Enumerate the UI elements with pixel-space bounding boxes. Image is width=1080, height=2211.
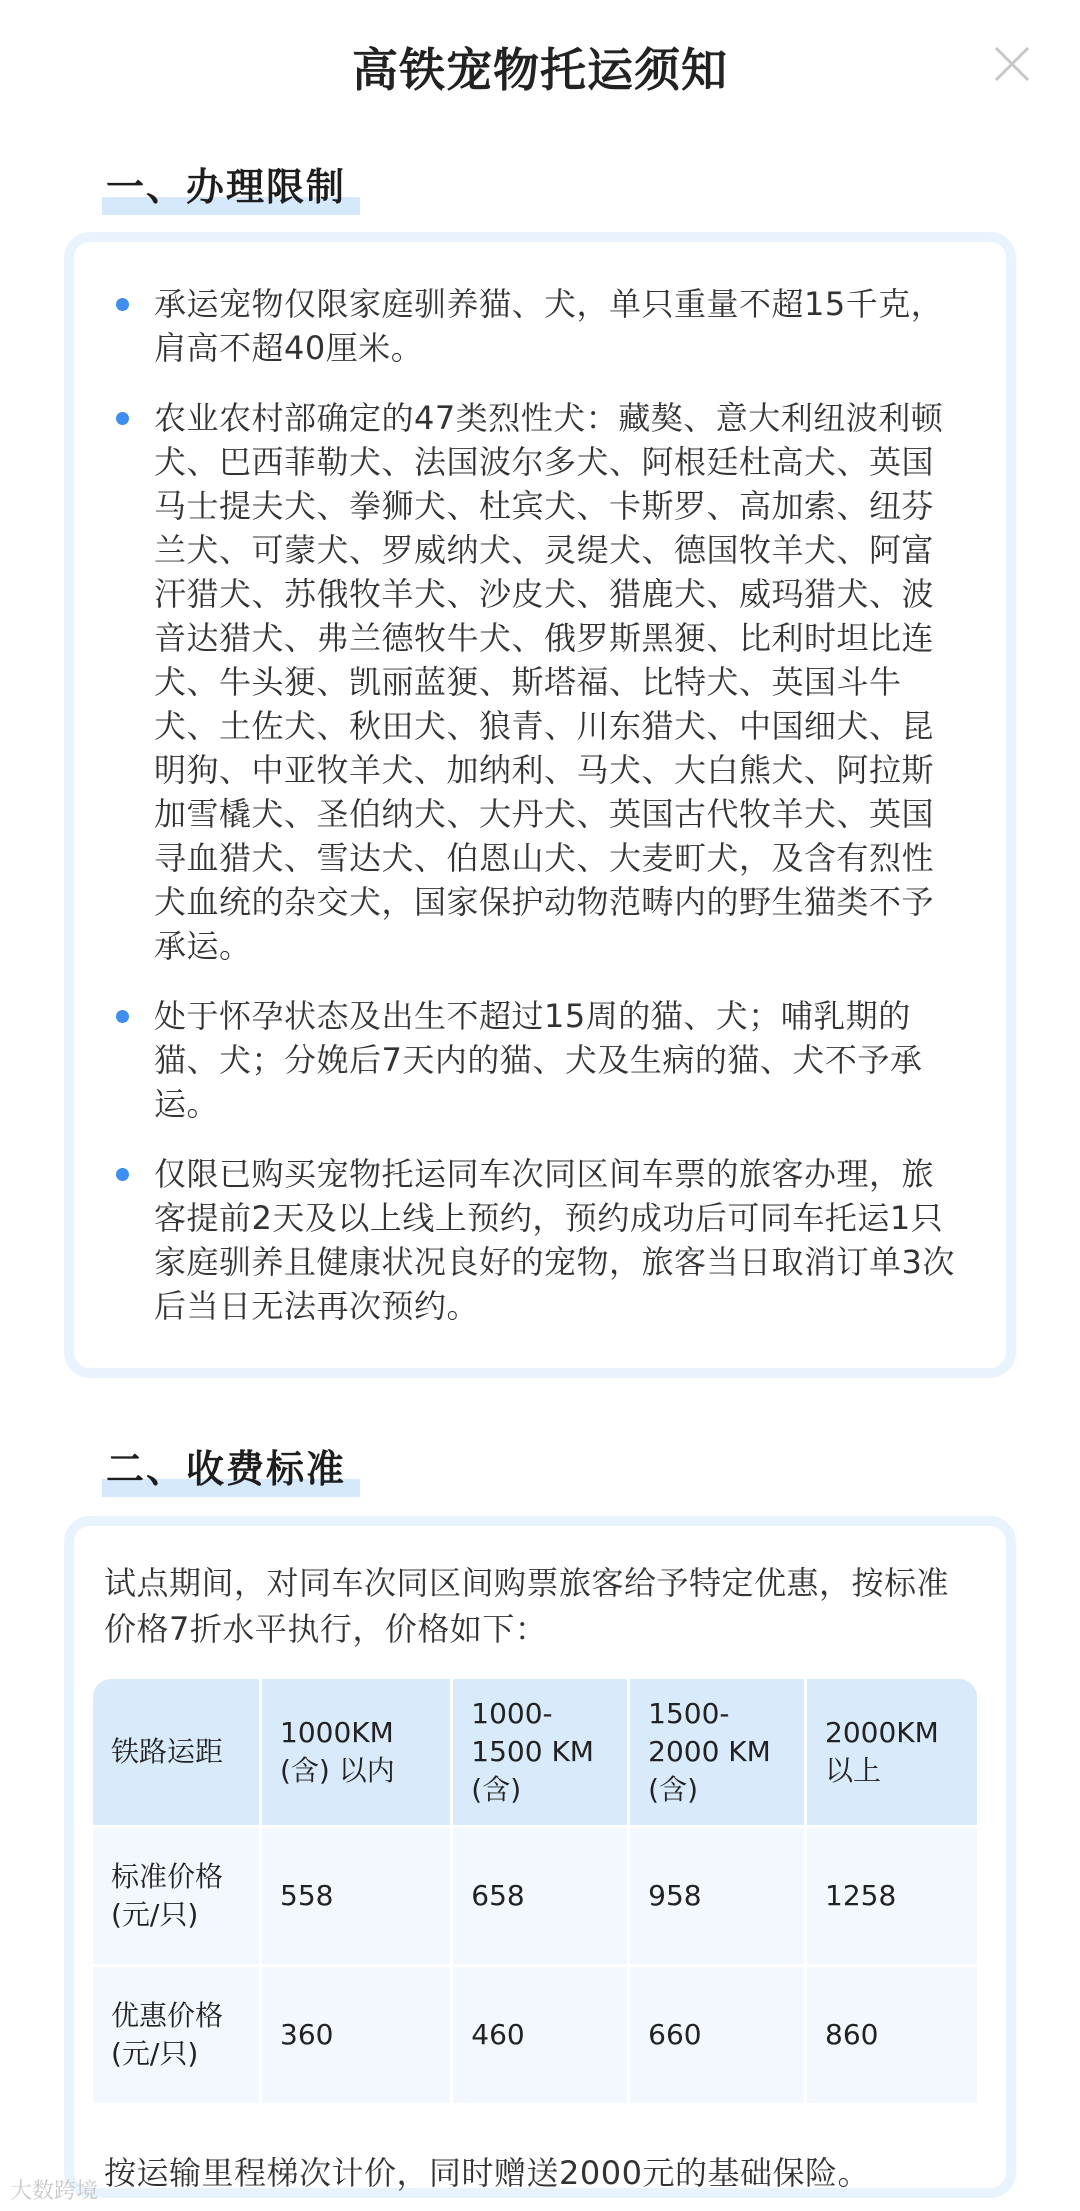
section-title-limits-text: 一、办理限制 xyxy=(106,165,347,209)
close-button[interactable] xyxy=(992,44,1032,84)
list-item xyxy=(114,994,966,1126)
price-table xyxy=(90,1676,980,2106)
table-row xyxy=(93,1967,977,2103)
table-header-cell: 铁路运距 xyxy=(93,1679,259,1825)
table-header-row xyxy=(93,1679,977,1825)
price-cell: 558 xyxy=(262,1828,450,1964)
price-cell: 658 xyxy=(453,1828,627,1964)
bullet-dot-icon xyxy=(116,298,129,311)
table-row xyxy=(93,1828,977,1964)
watermark-logo: 大数跨境 xyxy=(10,2179,99,2204)
row-label: 优惠价格 (元/只) xyxy=(93,1967,259,2103)
table-header-cell: 1000KM (含) 以内 xyxy=(262,1679,450,1825)
price-cell: 1258 xyxy=(807,1828,977,1964)
bullet-dot-icon xyxy=(116,1168,129,1181)
fees-intro: 试点期间，对同车次同区间购票旅客给予特定优惠，按标准价格7折水平执行，价格如下： xyxy=(104,1564,950,1648)
price-cell: 460 xyxy=(453,1967,627,2103)
page-title: 高铁宠物托运须知 xyxy=(352,43,728,97)
list-item xyxy=(114,1152,966,1328)
table-header-cell: 1000-1500 KM (含) xyxy=(453,1679,627,1825)
bullet-dot-icon xyxy=(116,412,129,425)
limits-list xyxy=(74,242,1006,1328)
list-item-text: 农业农村部确定的47类烈性犬：藏獒、意大利纽波利顿犬、巴西菲勒犬、法国波尔多犬、阿根廷杜高犬、英国马士提夫犬、拳狮犬、杜宾犬、卡斯罗、高加索、纽芬兰犬、可蒙犬、罗威纳犬、灵缇犬、德国牧羊犬、阿富汗猎犬、苏俄牧羊犬、沙皮犬、猎鹿犬、威玛猎犬、波音达猎犬、弗兰德牧牛犬、俄罗斯黑㹴、比利时坦比连犬、牛头㹴、凯丽蓝㹴、斯塔福、比特犬、英国斗牛犬、土佐犬、秋田犬、狼青、川东猎犬、中国细犬、昆明狗、中亚牧羊犬、加纳利、马犬、大白熊犬、阿拉斯加雪橇犬、圣伯纳犬、大丹犬、英国古代牧羊犬、英国寻血猎犬、雪达犬、伯恩山犬、大麦町犬，及含有烈性犬血统的杂交犬，国家保护动物范畴内的野生猫类不予承运。 xyxy=(154,399,944,965)
price-cell: 660 xyxy=(630,1967,804,2103)
price-cell: 958 xyxy=(630,1828,804,1964)
fees-card xyxy=(64,1516,1016,2198)
list-item xyxy=(114,396,966,968)
row-label: 标准价格 (元/只) xyxy=(93,1828,259,1964)
list-item xyxy=(114,282,966,370)
table-header-cell: 1500-2000 KM (含) xyxy=(630,1679,804,1825)
price-cell: 860 xyxy=(807,1967,977,2103)
limits-card xyxy=(64,232,1016,1378)
section-title-fees-text: 二、收费标准 xyxy=(106,1447,347,1491)
section-title-fees xyxy=(106,1438,346,1493)
list-item-text: 承运宠物仅限家庭驯养猫、犬，单只重量不超15千克，肩高不超40厘米。 xyxy=(154,285,944,367)
price-cell: 360 xyxy=(262,1967,450,2103)
fees-footnote: 按运输里程梯次计价，同时赠送2000元的基础保险。 xyxy=(104,2154,870,2192)
list-item-text: 处于怀孕状态及出生不超过15周的猫、犬；哺乳期的猫、犬；分娩后7天内的猫、犬及生病的猫、犬不予承运。 xyxy=(154,997,923,1123)
close-icon xyxy=(992,44,1032,84)
section-title-limits xyxy=(106,156,346,211)
bullet-dot-icon xyxy=(116,1010,129,1023)
list-item-text: 仅限已购买宠物托运同车次同区间车票的旅客办理，旅客提前2天及以上线上预约，预约成功后可同车托运1只家庭驯养且健康状况良好的宠物，旅客当日取消订单3次后当日无法再次预约。 xyxy=(154,1155,955,1325)
table-header-cell: 2000KM 以上 xyxy=(807,1679,977,1825)
